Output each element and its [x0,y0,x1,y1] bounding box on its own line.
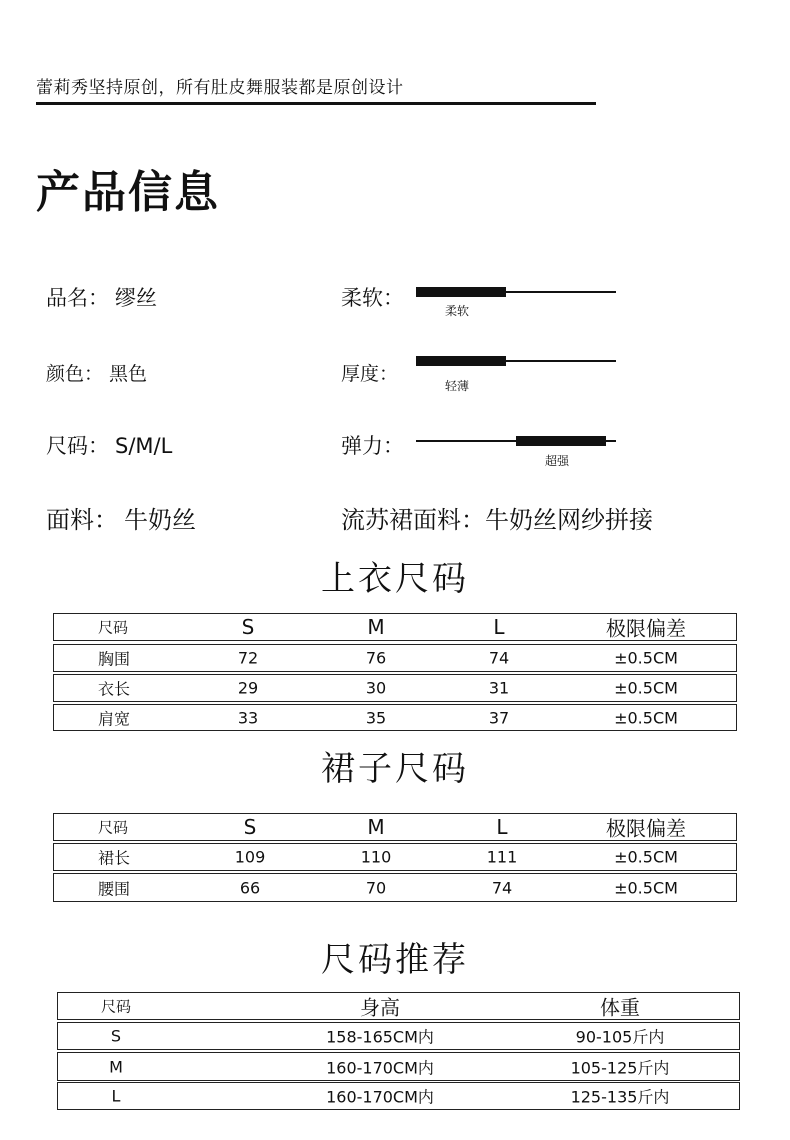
color-value: 黑色 [109,363,148,385]
scale-softness-label: 柔软： [341,286,404,310]
table-cell: ±0.5CM [614,648,678,668]
table-header-cell: S [243,815,257,839]
table-header-cell: L [496,815,508,839]
table-cell: 74 [491,878,513,897]
scale-fill [416,287,506,297]
table-cell: 66 [239,878,261,897]
recommend-title: 尺码推荐 [321,940,469,980]
table-cell: ±0.5CM [614,678,678,698]
table-row [57,1082,740,1110]
table-cell: 衣长 [98,679,131,699]
table-cell: 158-165CM内 [326,1027,434,1047]
table-cell: 111 [486,847,518,867]
info-tassel-fabric [341,500,653,535]
table-cell: ±0.5CM [614,847,678,867]
table-cell: 125-135斤内 [570,1087,670,1107]
table-row [57,1022,740,1050]
info-size [46,430,172,460]
table-cell: 30 [365,678,387,698]
top-size-title: 上衣尺码 [321,559,469,599]
table-cell: M [109,1057,123,1076]
fabric-label: 面料： [46,506,118,534]
table-row [53,873,737,902]
scale-elasticity-label: 弹力： [341,434,404,458]
table-header-cell: M [367,615,385,639]
tagline-divider [36,102,596,105]
info-color [46,359,147,386]
table-cell: 110 [360,847,392,867]
table-cell: 37 [488,708,510,727]
table-row [53,843,737,871]
color-label: 颜色： [46,363,104,385]
table-cell: 35 [365,708,387,727]
table-cell: 160-170CM内 [326,1058,434,1077]
table-cell: ±0.5CM [614,708,678,727]
table-row [53,644,737,672]
table-cell: 肩宽 [98,709,131,728]
table-cell: 105-125斤内 [570,1058,670,1077]
info-name [46,282,157,312]
table-header-cell: 尺码 [98,618,129,637]
table-header-cell: 身高 [360,995,400,1020]
size-value: S/M/L [115,434,173,458]
size-label: 尺码： [46,434,109,458]
table-cell: 160-170CM内 [326,1087,434,1107]
tassel-label: 流苏裙面料： [341,506,485,534]
table-cell: 109 [234,847,266,867]
table-cell: 74 [488,648,510,668]
table-row [57,1052,740,1081]
fabric-value: 牛奶丝 [124,506,196,534]
skirt-size-title: 裙子尺码 [321,749,469,789]
table-cell: 33 [237,708,259,727]
tagline: 蕾莉秀坚持原创，所有肚皮舞服装都是原创设计 [36,78,404,98]
name-label: 品名： [46,286,109,310]
table-header-cell: 极限偏差 [606,816,686,841]
table-cell: 裙长 [98,848,131,868]
scale-fill [516,436,606,446]
table-row [53,704,737,731]
scale-thickness-marker: 轻薄 [445,379,470,393]
table-cell: S [110,1026,122,1046]
scale-softness-marker: 柔软 [445,304,470,318]
table-cell: L [111,1086,121,1106]
scale-thickness-label: 厚度： [341,363,399,385]
table-header-cell: 极限偏差 [606,616,686,641]
table-cell: 31 [488,678,510,698]
table-cell: 胸围 [98,649,131,669]
table-header-cell: 尺码 [100,997,132,1016]
table-header-row [53,613,737,641]
table-cell: 90-105斤内 [575,1027,665,1047]
table-header-cell: S [241,615,255,639]
table-cell: 72 [237,648,259,668]
name-value: 缪丝 [115,286,157,310]
scale-softness [416,284,616,300]
table-cell: 70 [365,878,387,897]
table-header-row [57,992,740,1020]
page-title: 产品信息 [36,167,220,218]
info-fabric [46,500,196,535]
table-header-cell: L [493,615,505,639]
table-cell: ±0.5CM [614,878,678,897]
table-header-cell: M [367,815,385,839]
table-cell: 29 [237,678,259,698]
table-cell: 76 [365,648,387,668]
scale-thickness [416,353,616,369]
table-cell: 腰围 [98,879,131,898]
table-row [53,674,737,702]
table-header-cell: 尺码 [98,818,129,837]
tassel-value: 牛奶丝网纱拼接 [485,506,653,534]
scale-fill [416,356,506,366]
table-header-cell: 体重 [600,995,640,1020]
scale-elasticity [416,433,616,449]
table-header-row [53,813,737,841]
scale-elasticity-marker: 超强 [545,454,570,468]
